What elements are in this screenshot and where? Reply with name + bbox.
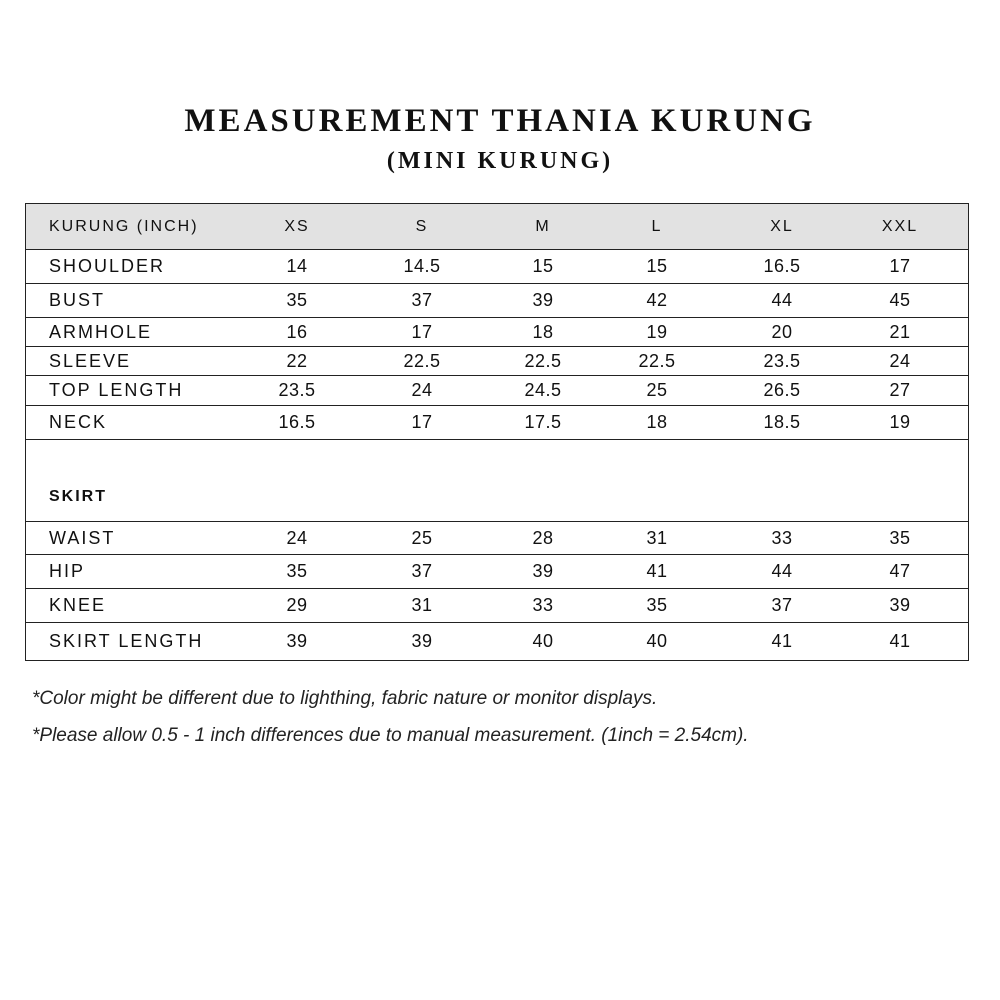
row-label: SKIRT LENGTH bbox=[49, 631, 204, 651]
row-label: ARMHOLE bbox=[49, 321, 153, 342]
row-label: SLEEVE bbox=[49, 350, 132, 371]
table-cell: 17 bbox=[889, 256, 911, 276]
table-cell: 33 bbox=[771, 527, 793, 548]
table-cell: 39 bbox=[889, 595, 911, 615]
table-cell: 23.5 bbox=[278, 380, 316, 400]
table-cell: 14.5 bbox=[403, 256, 441, 276]
table-row bbox=[26, 622, 968, 660]
header-size-xxl: XXL bbox=[881, 217, 919, 235]
table-cell: 24.5 bbox=[524, 380, 562, 400]
table-cell: 31 bbox=[646, 527, 668, 548]
table-cell: 33 bbox=[532, 595, 554, 615]
table-cell: 22.5 bbox=[524, 350, 562, 371]
table-cell: 22.5 bbox=[403, 350, 441, 371]
table-cell: 16 bbox=[286, 321, 308, 342]
table-cell: 39 bbox=[532, 290, 554, 310]
table-header-row bbox=[26, 204, 968, 249]
table-cell: 41 bbox=[889, 631, 911, 651]
table-cell: 35 bbox=[286, 561, 308, 581]
header-size-s: S bbox=[415, 217, 429, 235]
table-cell: 37 bbox=[411, 561, 433, 581]
skirt-section-row bbox=[26, 439, 968, 521]
table-cell: 41 bbox=[771, 631, 793, 651]
header-size-l: L bbox=[651, 217, 663, 235]
table-cell: 19 bbox=[889, 412, 911, 432]
table-cell: 37 bbox=[771, 595, 793, 615]
row-label: HIP bbox=[49, 561, 86, 581]
table-cell: 41 bbox=[646, 561, 668, 581]
table-cell: 45 bbox=[889, 290, 911, 310]
table-cell: 14 bbox=[286, 256, 308, 276]
table-cell: 24 bbox=[411, 380, 433, 400]
table-row bbox=[26, 317, 968, 346]
row-label: SHOULDER bbox=[49, 256, 166, 276]
table-cell: 31 bbox=[411, 595, 433, 615]
table-cell: 35 bbox=[889, 527, 911, 548]
table-cell: 17.5 bbox=[524, 412, 562, 432]
table-cell: 22 bbox=[286, 350, 308, 371]
table-row bbox=[26, 588, 968, 622]
table-cell: 27 bbox=[889, 380, 911, 400]
table-cell: 18.5 bbox=[763, 412, 801, 432]
table-row bbox=[26, 521, 968, 554]
row-label: NECK bbox=[49, 412, 108, 432]
table-cell: 35 bbox=[646, 595, 668, 615]
table-cell: 15 bbox=[646, 256, 668, 276]
header-size-xl: XL bbox=[770, 217, 794, 235]
table-cell: 17 bbox=[411, 412, 433, 432]
table-cell: 40 bbox=[646, 631, 668, 651]
table-cell: 25 bbox=[411, 527, 433, 548]
table-cell: 18 bbox=[532, 321, 554, 342]
table-cell: 18 bbox=[646, 412, 668, 432]
table-cell: 16.5 bbox=[278, 412, 316, 432]
row-label: BUST bbox=[49, 290, 106, 310]
header-size-xs: XS bbox=[284, 217, 310, 235]
row-label: WAIST bbox=[49, 527, 116, 548]
table-cell: 39 bbox=[532, 561, 554, 581]
page-title: MEASUREMENT THANIA KURUNG bbox=[184, 103, 816, 139]
table-cell: 44 bbox=[771, 290, 793, 310]
table-cell: 25 bbox=[646, 380, 668, 400]
table-cell: 16.5 bbox=[763, 256, 801, 276]
page-subtitle: (MINI KURUNG) bbox=[386, 148, 614, 174]
table-cell: 23.5 bbox=[763, 350, 801, 371]
size-chart-table bbox=[25, 203, 969, 661]
table-row bbox=[26, 554, 968, 588]
table-cell: 17 bbox=[411, 321, 433, 342]
row-label: TOP LENGTH bbox=[49, 380, 184, 400]
table-cell: 22.5 bbox=[638, 350, 676, 371]
table-row bbox=[26, 283, 968, 317]
table-cell: 24 bbox=[286, 527, 308, 548]
table-cell: 39 bbox=[286, 631, 308, 651]
measurement-disclaimer-note: *Please allow 0.5 - 1 inch differences due to manual measurement. (1inch = 2.54cm). bbox=[32, 725, 749, 746]
table-cell: 37 bbox=[411, 290, 433, 310]
section-heading: SKIRT bbox=[49, 488, 107, 505]
table-cell: 40 bbox=[532, 631, 554, 651]
table-cell: 35 bbox=[286, 290, 308, 310]
table-cell: 26.5 bbox=[763, 380, 801, 400]
table-cell: 29 bbox=[286, 595, 308, 615]
table-cell: 47 bbox=[889, 561, 911, 581]
table-row bbox=[26, 405, 968, 439]
color-disclaimer-note: *Color might be different due to lighthing, fabric nature or monitor displays. bbox=[32, 688, 658, 709]
table-cell: 20 bbox=[771, 321, 793, 342]
header-size-m: M bbox=[535, 217, 551, 235]
row-label: KNEE bbox=[49, 595, 107, 615]
table-row bbox=[26, 375, 968, 405]
table-cell: 15 bbox=[532, 256, 554, 276]
table-cell: 42 bbox=[646, 290, 668, 310]
table-cell: 19 bbox=[646, 321, 668, 342]
table-cell: 28 bbox=[532, 527, 554, 548]
table-cell: 44 bbox=[771, 561, 793, 581]
table-row bbox=[26, 346, 968, 375]
table-row bbox=[26, 249, 968, 283]
header-label: KURUNG (INCH) bbox=[49, 217, 199, 235]
table-cell: 24 bbox=[889, 350, 911, 371]
table-cell: 21 bbox=[889, 321, 911, 342]
table-cell: 39 bbox=[411, 631, 433, 651]
